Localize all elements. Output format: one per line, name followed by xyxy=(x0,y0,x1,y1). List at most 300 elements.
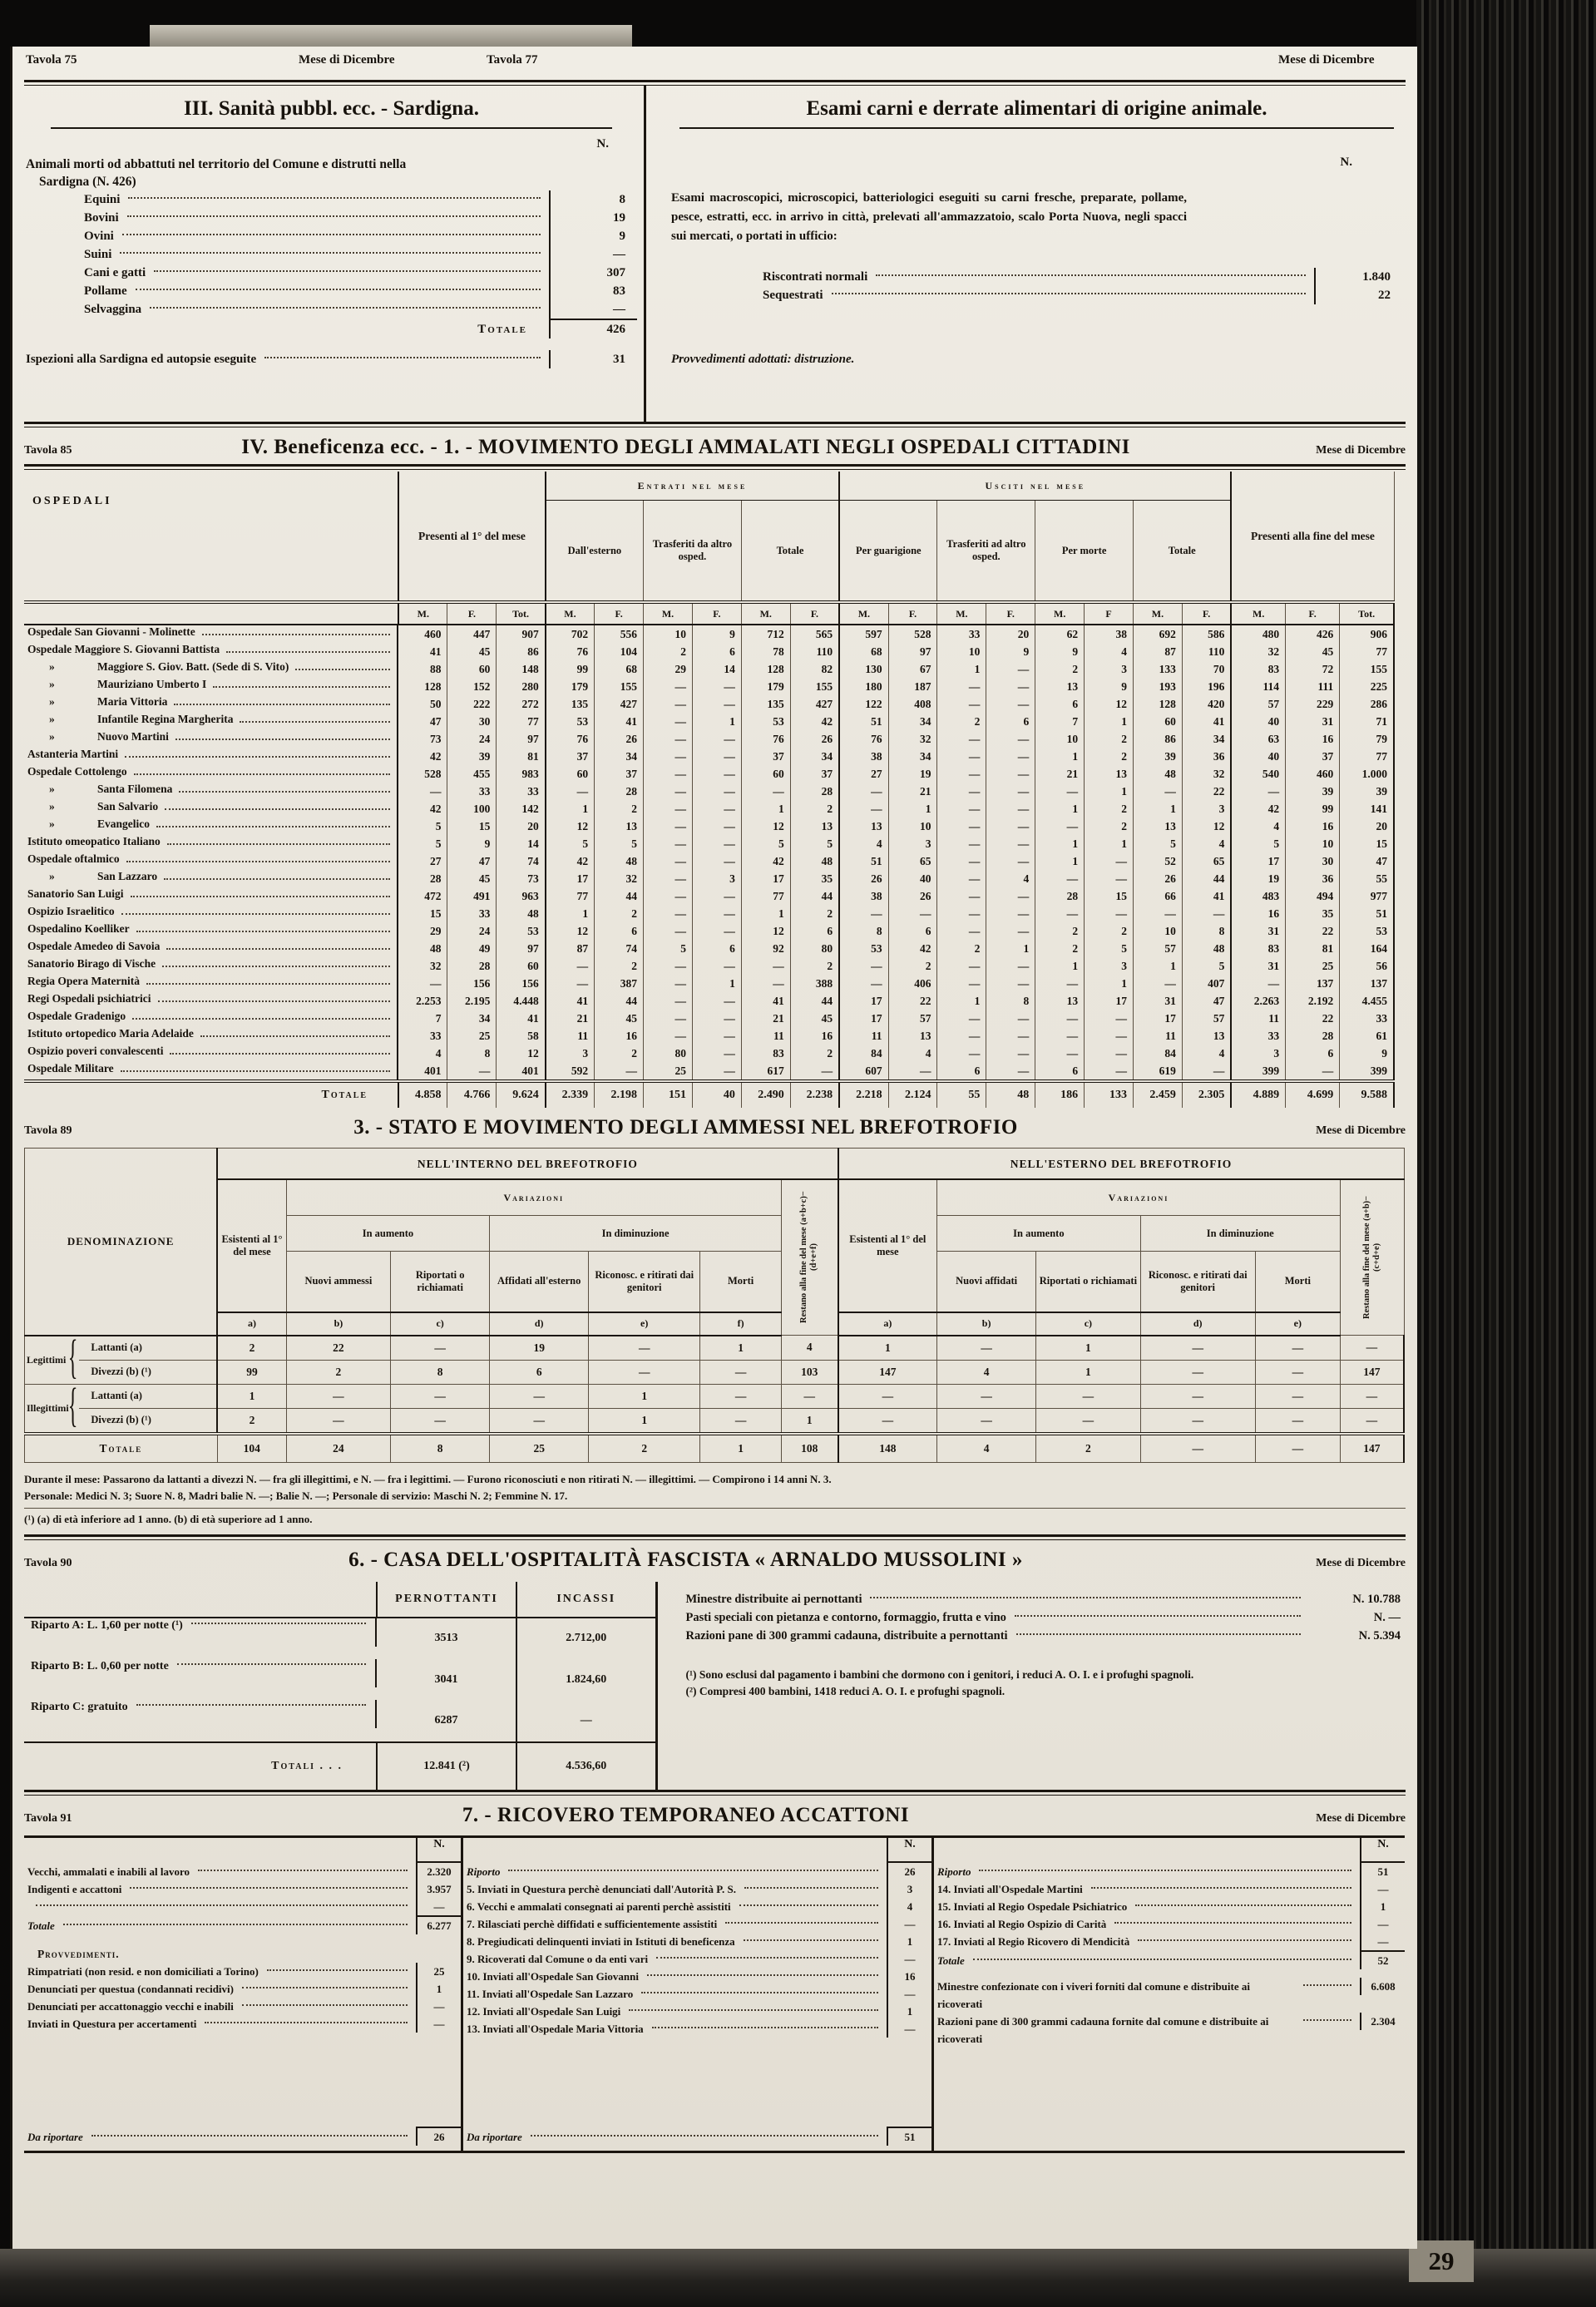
dot-leader xyxy=(127,215,541,217)
brefotrofio-sub-label: Lattanti (a) xyxy=(79,1336,217,1361)
hospital-value: 8 xyxy=(986,992,1035,1010)
hospital-mf-cell: F. xyxy=(1286,602,1340,625)
hospital-label: Mauriziano Umberto I xyxy=(97,678,207,690)
hospital-value: 3 xyxy=(692,870,741,887)
hospital-value: 1 xyxy=(546,905,595,922)
dot-leader xyxy=(170,1053,390,1055)
hospital-name xyxy=(24,852,398,870)
hospital-value: 63 xyxy=(1231,730,1285,748)
hospital-value: — xyxy=(937,783,986,800)
hospital-value: — xyxy=(937,1010,986,1027)
dot-leader xyxy=(136,289,541,290)
hospital-total-row xyxy=(24,1081,1394,1108)
hospital-value: 9 xyxy=(1340,1045,1394,1062)
dot-leader xyxy=(164,878,390,880)
hospital-value: 34 xyxy=(447,1010,497,1027)
hospital-value: 528 xyxy=(398,765,447,783)
brefotrofio-value: 147 xyxy=(1340,1360,1404,1384)
hospital-value: — xyxy=(692,800,741,818)
casa-pernottanti-value: 3041 xyxy=(377,1659,516,1700)
hospital-value: 272 xyxy=(497,695,546,713)
hospital-value: 6 xyxy=(1286,1045,1340,1062)
sanita-total-value: 426 xyxy=(549,319,637,338)
hospital-value: 31 xyxy=(1286,713,1340,730)
hospital-value: 491 xyxy=(447,887,497,905)
esami-item-label: Riscontrati normali xyxy=(763,270,868,284)
hospital-value: 33 xyxy=(937,625,986,643)
hospital-value: 460 xyxy=(398,625,447,643)
hospital-col-trasferiti-da: Trasferiti da altro osped. xyxy=(644,501,742,603)
hospital-value: 1 xyxy=(741,905,790,922)
ricovero-middle-riporto-value: 26 xyxy=(887,1863,931,1880)
hospital-value: 11 xyxy=(1231,1010,1285,1027)
hospital-value: 66 xyxy=(1134,887,1183,905)
hospital-value: 6 xyxy=(595,922,644,940)
hospital-label: Maria Vittoria xyxy=(97,695,168,708)
casa-row-label xyxy=(24,1618,377,1647)
hospital-name xyxy=(24,940,398,957)
brefotrofio-total-value: 2 xyxy=(589,1434,700,1463)
ricovero-middle-item-label: 10. Inviati all'Ospedale San Giovanni xyxy=(467,1969,639,1983)
hospital-value: 14 xyxy=(497,835,546,852)
casa-right-label: Razioni pane di 300 grammi cadauna, distribuite a pernottanti xyxy=(685,1628,1008,1643)
brace-glyph: { xyxy=(67,1332,78,1385)
hospital-mf-cell: F. xyxy=(692,602,741,625)
hospital-value: — xyxy=(986,1062,1035,1081)
hospital-label: Nuovo Martini xyxy=(97,730,169,743)
hospital-value: — xyxy=(692,783,741,800)
brefotrofio-total-row xyxy=(25,1434,1405,1463)
dot-leader xyxy=(136,1704,366,1706)
brefotrofio-value: 1 xyxy=(589,1384,700,1408)
dot-leader xyxy=(647,1974,878,1976)
hospital-value: 7 xyxy=(398,1010,447,1027)
hospital-value: 286 xyxy=(1340,695,1394,713)
hospital-value: — xyxy=(986,695,1035,713)
hospital-value: 80 xyxy=(644,1045,693,1062)
ricovero-middle-item-label: 5. Inviati in Questura perchè denunciati dall'Autorità P. S. xyxy=(467,1882,736,1895)
hospital-value: — xyxy=(937,835,986,852)
ricovero-title: 7. - RICOVERO TEMPORANEO ACCATTONI xyxy=(462,1803,910,1826)
casa-pernottanti-value: 6287 xyxy=(377,1700,516,1742)
hospital-mf-cell: F xyxy=(1085,602,1134,625)
hospital-value: 34 xyxy=(888,713,937,730)
hospital-value: 155 xyxy=(1340,660,1394,678)
hospital-name xyxy=(24,818,398,835)
hospital-value: 6 xyxy=(692,940,741,957)
hospital-value: 2 xyxy=(595,800,644,818)
hospital-value: 4.858 xyxy=(398,1081,447,1108)
brefotrofio-value: — xyxy=(1140,1336,1255,1361)
ricovero-provvedimento-item-label: Denunciati per questua (condannati recidivi) xyxy=(27,1982,234,1995)
hospital-value: 619 xyxy=(1134,1062,1183,1081)
hospital-value: 4.889 xyxy=(1231,1081,1285,1108)
ricovero-middle-item-value: 1 xyxy=(887,1933,931,1950)
brefotrofio-total-value: 1 xyxy=(700,1434,782,1463)
brefotrofio-letter: a) xyxy=(217,1312,286,1336)
hospital-value: 137 xyxy=(1286,975,1340,992)
hospital-value: 41 xyxy=(1182,887,1231,905)
brefotrofio-group-label xyxy=(25,1381,80,1434)
hospital-mf-cell: M. xyxy=(1231,602,1285,625)
spacer xyxy=(27,1838,416,1863)
ricovero-middle-riportare-label: Da riportare xyxy=(467,2130,522,2143)
hospital-label: Regia Opera Maternità xyxy=(27,975,140,987)
hospital-name xyxy=(24,1010,398,1027)
hospital-value: 5 xyxy=(398,835,447,852)
ricovero-left-item xyxy=(27,1880,461,1898)
dot-leader xyxy=(979,1870,1351,1871)
hospital-value: — xyxy=(937,957,986,975)
hospital-value: 3 xyxy=(546,1045,595,1062)
hospital-value: 42 xyxy=(741,852,790,870)
casa-right-value: N. — xyxy=(1373,1610,1401,1624)
sanita-item-label: Ovini xyxy=(84,230,114,243)
dot-leader xyxy=(162,966,390,967)
hospital-value: — xyxy=(644,852,693,870)
ricovero-left-total xyxy=(27,1915,461,1934)
hospital-value: 5 xyxy=(1085,940,1134,957)
hospital-value: 37 xyxy=(595,765,644,783)
hospital-value: — xyxy=(644,905,693,922)
hospital-value: 28 xyxy=(447,957,497,975)
hospital-value: 26 xyxy=(839,870,888,887)
brefotrofio-col: Riportati o richiamati xyxy=(391,1252,490,1312)
esami-rows xyxy=(671,268,1402,304)
brefotrofio-sub-label: Divezzi (b) (¹) xyxy=(79,1360,217,1384)
hospital-value: — xyxy=(1231,783,1285,800)
hospital-value: 2.305 xyxy=(1182,1081,1231,1108)
hospital-mf-cell: M. xyxy=(644,602,693,625)
hospital-value: 6 xyxy=(790,922,839,940)
tavola-90-label: Tavola 90 xyxy=(24,1556,72,1569)
hospital-value: 39 xyxy=(1134,748,1183,765)
ricovero-n-header xyxy=(27,1838,461,1863)
hospital-value: 33 xyxy=(398,1027,447,1045)
hospital-value: — xyxy=(986,922,1035,940)
hospital-value: 32 xyxy=(398,957,447,975)
hospital-value: 14 xyxy=(692,660,741,678)
hospital-value: — xyxy=(546,957,595,975)
hospital-row xyxy=(24,957,1394,975)
scanned-page xyxy=(10,47,1417,2249)
hospital-value: 60 xyxy=(497,957,546,975)
hospital-value: 528 xyxy=(888,625,937,643)
hospital-name xyxy=(24,695,398,713)
esami-paragraph: Esami macroscopici, microscopici, batteriologici eseguiti su carni fresche, preparate, pollame, pesce, estratti, ecc. in arrivo in città, prelevati all'ammazzatoio, scalo Porta Nuova, negli spacci sui mercati, o portati in ufficio: xyxy=(671,191,1187,243)
hospital-value: — xyxy=(790,1062,839,1081)
hospital-value: 110 xyxy=(790,643,839,660)
hospital-row xyxy=(24,713,1394,730)
hospital-value: 12 xyxy=(497,1045,546,1062)
brefotrofio-value: 4 xyxy=(781,1336,838,1361)
hospital-value: 21 xyxy=(546,1010,595,1027)
hospital-value: 17 xyxy=(839,992,888,1010)
hospital-value: 70 xyxy=(1182,660,1231,678)
ricovero-n-label: N. xyxy=(416,1838,461,1863)
hospital-value: 963 xyxy=(497,887,546,905)
hospital-value: 53 xyxy=(839,940,888,957)
hospital-value: — xyxy=(1134,905,1183,922)
hospital-label: Infantile Regina Margherita xyxy=(97,713,234,725)
hospital-col-presenti2: Presenti alla fine del mese xyxy=(1231,472,1394,602)
hospital-value: 37 xyxy=(1286,748,1340,765)
dot-leader xyxy=(213,686,390,688)
hospital-value: 16 xyxy=(1286,818,1340,835)
esami-item xyxy=(671,286,1402,304)
hospital-value: 4 xyxy=(1182,835,1231,852)
sanita-title: III. Sanità pubbl. ecc. - Sardigna. xyxy=(51,89,612,129)
hospital-value: — xyxy=(692,905,741,922)
brefotrofio-value: 1 xyxy=(781,1408,838,1434)
ricovero-right-extra-value: 6.608 xyxy=(1360,1978,1405,1995)
hospital-value: 68 xyxy=(839,643,888,660)
hospital-row xyxy=(24,870,1394,887)
hospital-value: 9 xyxy=(692,625,741,643)
photo-bottom-band xyxy=(0,2249,1596,2307)
brefotrofio-diminuzione-int: In diminuzione xyxy=(490,1216,782,1252)
casa-incassi-value: 1.824,60 xyxy=(516,1659,656,1700)
hospital-value: 3 xyxy=(888,835,937,852)
hospital-value: 222 xyxy=(447,695,497,713)
hospital-value: 57 xyxy=(1182,1010,1231,1027)
hospital-row xyxy=(24,975,1394,992)
hospital-value: — xyxy=(692,1045,741,1062)
hospital-value: — xyxy=(1182,1062,1231,1081)
ricovero-provvedimento-item-label: Denunciati per accattonaggio vecchi e inabili xyxy=(27,1999,234,2013)
hospital-value: — xyxy=(644,678,693,695)
hospital-value: — xyxy=(937,765,986,783)
ricovero-middle-item xyxy=(467,2020,931,2038)
hospital-row xyxy=(24,835,1394,852)
hospital-value: 40 xyxy=(692,1081,741,1108)
brefotrofio-value: 8 xyxy=(391,1360,490,1384)
brefotrofio-col: Morti xyxy=(700,1252,782,1312)
brefotrofio-letter: d) xyxy=(490,1312,589,1336)
brefotrofio-total-value: 147 xyxy=(1340,1434,1404,1463)
hospital-value: 2 xyxy=(790,1045,839,1062)
casa-right-rows xyxy=(686,1590,1401,1645)
hospital-value: 56 xyxy=(1340,957,1394,975)
dot-leader xyxy=(130,1887,408,1889)
ricovero-middle-item xyxy=(467,1880,931,1898)
ricovero-middle-item-value: — xyxy=(887,1915,931,1933)
hospital-value: 41 xyxy=(546,992,595,1010)
repeat-mark: » xyxy=(49,713,55,725)
dot-leader xyxy=(267,1969,408,1971)
hospital-value: 79 xyxy=(1340,730,1394,748)
hospital-value: 52 xyxy=(1134,852,1183,870)
brefotrofio-total-value: — xyxy=(1255,1434,1340,1463)
hospital-value: 30 xyxy=(1286,852,1340,870)
ricovero-left-item xyxy=(27,1863,461,1880)
hospital-value: 41 xyxy=(595,713,644,730)
casa-pernottanti-value: 3513 xyxy=(377,1618,516,1660)
sanita-item-label: Bovini xyxy=(84,211,119,225)
ricovero-n-label: N. xyxy=(887,1838,931,1863)
hospital-value: — xyxy=(1085,852,1134,870)
hospital-value: 73 xyxy=(497,870,546,887)
hospital-value: 44 xyxy=(595,992,644,1010)
hospital-value: 907 xyxy=(497,625,546,643)
brefotrofio-value: — xyxy=(391,1336,490,1361)
brefotrofio-letter: f) xyxy=(700,1312,782,1336)
hospital-value: 13 xyxy=(839,818,888,835)
hospital-label: Ospizio Israelitico xyxy=(27,905,115,917)
hospital-value: 148 xyxy=(497,660,546,678)
dot-leader xyxy=(739,1904,878,1906)
dot-leader xyxy=(1135,1904,1351,1906)
hospital-value: 11 xyxy=(839,1027,888,1045)
hospital-value: 13 xyxy=(1182,1027,1231,1045)
brefotrofio-value: — xyxy=(781,1384,838,1408)
hospital-value: — xyxy=(447,1062,497,1081)
hospital-value: 81 xyxy=(1286,940,1340,957)
hospital-value: 565 xyxy=(790,625,839,643)
tavola-89-label: Tavola 89 xyxy=(24,1124,72,1137)
ricovero-right-item-value: 1 xyxy=(1360,1898,1405,1915)
hospital-value: 37 xyxy=(546,748,595,765)
hospital-label: Evangelico xyxy=(97,818,150,830)
hospital-value: — xyxy=(986,818,1035,835)
hospital-value: 9 xyxy=(1035,643,1085,660)
hospital-value: 4 xyxy=(1182,1045,1231,1062)
hospital-value: — xyxy=(644,730,693,748)
hospital-group-usciti: Usciti nel mese xyxy=(839,472,1231,501)
sanita-item xyxy=(26,227,637,245)
ricovero-middle-item-label: 13. Inviati all'Ospedale Maria Vittoria xyxy=(467,2022,644,2035)
hospital-value: 10 xyxy=(644,625,693,643)
hospital-value: 10 xyxy=(1134,922,1183,940)
ricovero-provvedimento-item xyxy=(27,1980,461,1998)
dot-leader xyxy=(191,1623,366,1624)
casa-right-row xyxy=(686,1590,1401,1608)
hospital-value: 130 xyxy=(839,660,888,678)
hospital-value: 33 xyxy=(447,783,497,800)
casa-col-pernottanti: PERNOTTANTI xyxy=(377,1582,516,1618)
brefotrofio-note-eta: (¹) (a) di età inferiore ad 1 anno. (b) di età superiore ad 1 anno. xyxy=(24,1508,1406,1528)
hospital-value: 2.238 xyxy=(790,1081,839,1108)
hospital-value: 480 xyxy=(1231,625,1285,643)
hospital-value: 17 xyxy=(1231,852,1285,870)
hospital-value: 155 xyxy=(790,678,839,695)
hospital-value: — xyxy=(644,800,693,818)
hospital-value: 21 xyxy=(888,783,937,800)
sanita-item-value: 19 xyxy=(549,209,637,227)
ricovero-right-extra xyxy=(937,2013,1405,2048)
sanita-n-header: N. xyxy=(596,137,609,151)
dot-leader xyxy=(198,1870,408,1871)
hospital-value: 51 xyxy=(839,713,888,730)
ricovero-right-item-value: — xyxy=(1360,1880,1405,1898)
repeat-mark: » xyxy=(49,730,55,743)
hospital-value: 57 xyxy=(1231,695,1285,713)
repeat-mark: » xyxy=(49,783,55,795)
casa-col-incassi: INCASSI xyxy=(516,1582,656,1618)
brefotrofio-col: Affidati all'esterno xyxy=(490,1252,589,1312)
hospital-value: 5 xyxy=(790,835,839,852)
brefotrofio-value: — xyxy=(1340,1336,1404,1361)
dot-leader xyxy=(120,252,541,254)
hospital-value: 40 xyxy=(888,870,937,887)
hospital-label: Ospedale San Giovanni - Molinette xyxy=(27,625,195,638)
hospital-value: 53 xyxy=(741,713,790,730)
hospital-value: 2 xyxy=(1085,922,1134,940)
hospital-table xyxy=(24,472,1395,1108)
hospital-value: — xyxy=(839,783,888,800)
brefotrofio-note-durante: Durante il mese: Passarono da lattanti a divezzi N. — fra gli illegittimi, e N. — fra i legittimi. — Furono riconosciuti e non ritirati N. — illegittimi. — Compirono i 14 anni N. 3. xyxy=(24,1472,832,1485)
hospital-name xyxy=(24,905,398,922)
hospital-value: — xyxy=(839,905,888,922)
ricovero-left-item-label: Vecchi, ammalati e inabili al lavoro xyxy=(27,1865,190,1878)
casa-row xyxy=(24,1700,656,1742)
hospital-value: 1 xyxy=(937,660,986,678)
esami-provvedimenti: Provvedimenti adottati: distruzione. xyxy=(671,353,855,366)
dot-leader xyxy=(165,808,390,810)
hospital-value: 10 xyxy=(888,818,937,835)
hospital-value: 2 xyxy=(644,643,693,660)
brefotrofio-total-label: Totale xyxy=(25,1434,218,1463)
hospital-name xyxy=(24,975,398,992)
hospital-value: — xyxy=(644,695,693,713)
hospital-value: 36 xyxy=(1182,748,1231,765)
brefotrofio-letter: e) xyxy=(1255,1312,1340,1336)
hospital-value: 45 xyxy=(447,643,497,660)
hospital-label: Santa Filomena xyxy=(97,783,173,795)
hospital-value: 47 xyxy=(1340,852,1394,870)
hospital-value: 16 xyxy=(1286,730,1340,748)
hospital-value: — xyxy=(644,748,693,765)
hospital-label: Ospedale Cottolengo xyxy=(27,765,127,778)
hospital-value: — xyxy=(937,818,986,835)
brefotrofio-value: — xyxy=(286,1384,390,1408)
hospital-value: 53 xyxy=(546,713,595,730)
hospital-value: 26 xyxy=(1134,870,1183,887)
ricovero-middle-item xyxy=(467,1950,931,1968)
hospital-value: 420 xyxy=(1182,695,1231,713)
hospital-name xyxy=(24,730,398,748)
hospital-value: 447 xyxy=(447,625,497,643)
hospital-row xyxy=(24,922,1394,940)
casa-total-row xyxy=(24,1742,656,1789)
dot-leader xyxy=(205,2022,408,2023)
hospital-value: — xyxy=(692,678,741,695)
spacer xyxy=(937,1969,1405,1978)
casa-right-block xyxy=(658,1582,1406,1790)
hospital-value: — xyxy=(937,730,986,748)
hospital-value: 2 xyxy=(1085,748,1134,765)
hospital-value: 164 xyxy=(1340,940,1394,957)
ricovero-right-extra-label: Razioni pane di 300 grammi cadauna fornite dal comune e distribuite ai ricoverati xyxy=(937,2014,1269,2045)
hospital-row xyxy=(24,905,1394,922)
hospital-value: 13 xyxy=(1085,765,1134,783)
hospital-value: 401 xyxy=(497,1062,546,1081)
dot-leader xyxy=(1016,1633,1301,1635)
ricovero-provvedimenti-title: Provvedimenti. xyxy=(37,1947,120,1960)
ricovero-right-total xyxy=(937,1950,1405,1969)
brefotrofio-value: — xyxy=(490,1408,589,1434)
dot-leader xyxy=(226,651,390,653)
hospital-value: 44 xyxy=(790,992,839,1010)
hospital-value: 97 xyxy=(497,730,546,748)
hospital-mf-cell: Tot. xyxy=(1340,602,1394,625)
sanita-intro-1: Animali morti od abbattuti nel territorio del Comune e distrutti nella xyxy=(26,157,407,171)
hospital-value: 32 xyxy=(888,730,937,748)
divider xyxy=(24,464,1406,470)
hospital-value: 540 xyxy=(1231,765,1285,783)
sanita-intro-2: Sardigna (N. 426) xyxy=(39,175,136,189)
hospital-value: 2.195 xyxy=(447,992,497,1010)
